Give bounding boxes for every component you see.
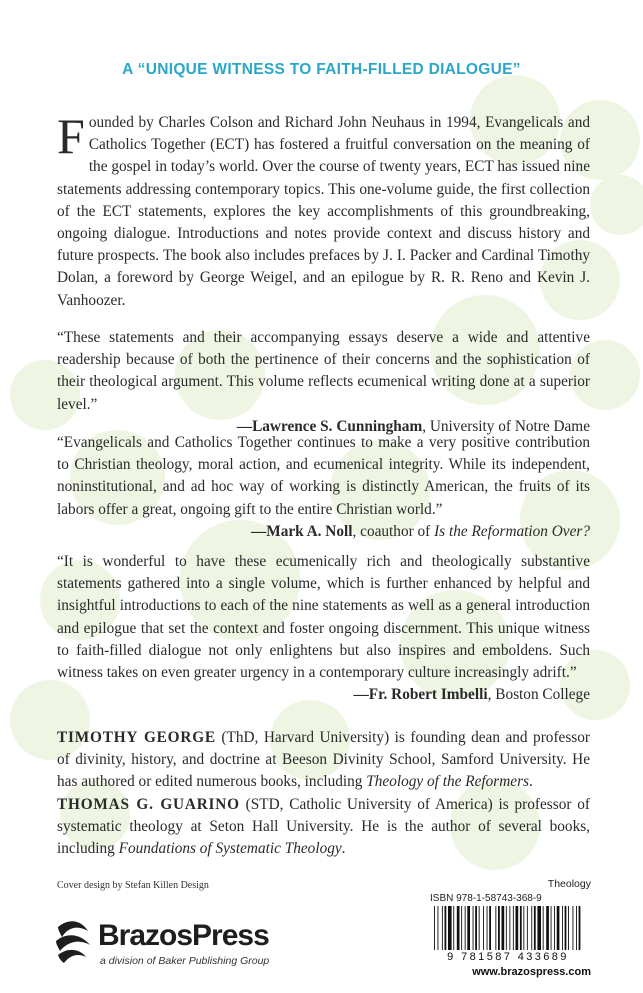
- barcode-bar: [479, 906, 480, 950]
- barcode-bar: [520, 906, 522, 950]
- barcode-bar: [537, 906, 541, 950]
- description-text: ounded by Charles Colson and Richard John Neuhaus in 1994, Evangelicals and Catholics Together (ECT) has fostered a fruitful conversation on the meaning of the gospel in today’s world. Over the course of twenty years, ECT has issued nine statements addressing contemporary topics. This one-volume guide, the first collection of the ECT statements, explores the key accomplishments of this groundbreaking, ongoing dialogue. Introductions and notes provide context and discuss history and future prospects. The book also includes prefaces by J. I. Packer and Cardinal Timothy Dolan, a foreword by George Weigel, and an epilogue by R. R. Reno and Kevin J. Vanhoozer.: [57, 114, 590, 309]
- endorsement-attribution: [57, 521, 590, 543]
- endorser-name: —Lawrence S. Cunningham: [236, 417, 423, 435]
- barcode-bar: [562, 906, 563, 950]
- endorsement: [57, 327, 590, 438]
- barcode-bar: [498, 906, 500, 950]
- barcode-bar: [557, 906, 560, 950]
- publisher-division: a division of Baker Publishing Group: [100, 955, 270, 967]
- barcode-bar: [457, 906, 460, 950]
- category-label: Theology: [547, 878, 591, 890]
- barcode-bar: [438, 906, 439, 950]
- barcode-bar: [543, 906, 544, 950]
- barcode-bar: [573, 906, 574, 950]
- barcode-bar: [513, 906, 514, 950]
- barcode-bar: [465, 906, 466, 950]
- endorsement-text: “Evangelicals and Catholics Together continues to make a very positive contribution to Christian theology, moral action, and ecumenical integrity. While its independent, noninstitutional, and ad hoc way of working is distinctly American, the fruits of its labors offer a great, ongoing gift to the entire Christian world.”: [57, 434, 590, 518]
- endorser-book-title: Is the Reformation Over?: [434, 522, 590, 540]
- barcode-bar: [445, 906, 447, 950]
- barcode-bar: [434, 906, 435, 950]
- endorser-affiliation: , Boston College: [487, 686, 590, 704]
- barcode-bar: [442, 906, 443, 950]
- barcode-bar: [483, 906, 484, 950]
- barcode-bar: [523, 906, 524, 950]
- author-bio-text: (ThD, Harvard University) is founding dean and professor of divinity, history, and doctrine at Beeson Divinity School, Samford University. He has authored or edited numerous books, including: [57, 729, 590, 791]
- publisher-logo: [52, 915, 272, 975]
- endorsement-text: “These statements and their accompanying essays deserve a wide and attentive readership because of both the pertinence of their concerns and the sophistication of their theological argument. This volume reflects ecumenical writing done at a superior level.”: [57, 329, 590, 413]
- publisher-name: BrazosPress: [98, 919, 269, 952]
- cover-credit: Cover design by Stefan Killen Design: [57, 880, 209, 891]
- endorser-affiliation: , University of Notre Dame: [422, 417, 590, 435]
- barcode-bar: [453, 906, 454, 950]
- barcode-bar: [546, 906, 549, 950]
- barcode-bar: [551, 906, 552, 950]
- barcode-bar: [568, 906, 569, 950]
- barcode-bars: [424, 906, 592, 952]
- barcode-bar: [495, 906, 496, 950]
- headline: A “UNIQUE WITNESS TO FAITH-FILLED DIALOGUE”: [122, 61, 521, 78]
- endorsement: [57, 432, 590, 543]
- barcode-bar: [527, 906, 528, 950]
- author-bios: [57, 727, 590, 860]
- barcode-bar: [448, 906, 452, 950]
- barcode-bar: [502, 906, 505, 950]
- author-bio: [57, 794, 590, 861]
- barcode-bar: [467, 906, 470, 950]
- barcode-bar: [554, 906, 555, 950]
- barcode-bar: [576, 906, 577, 950]
- barcode-bar: [565, 906, 567, 950]
- isbn: ISBN 978-1-58743-368-9: [430, 893, 542, 904]
- barcode-bar: [579, 906, 581, 950]
- endorser-affiliation: , coauthor of: [352, 522, 435, 540]
- author-book-title: Theology of the Reformers: [366, 773, 529, 791]
- barcode: [424, 906, 592, 968]
- author-book-title: Foundations of Systematic Theology: [118, 840, 342, 858]
- barcode-bar: [534, 906, 536, 950]
- endorsement: [57, 551, 590, 706]
- author-bio: [57, 727, 590, 794]
- brazos-wave-icon: [52, 917, 96, 969]
- drop-cap: F: [57, 108, 85, 164]
- author-name: TIMOTHY GEORGE: [57, 729, 216, 746]
- endorsement-text: “It is wonderful to have these ecumenically rich and theologically substantive statements gathered into a single volume, which is further enhanced by helpful and insightful introductions to each of the nine statements as well as a general introduction and epilogue that set the context and foster ongoing discernment. This unique witness to faith-filled dialogue not only enlightens but also inspires and emboldens. Such witness takes on even greater urgency in a contemporary culture increasingly adrift.”: [57, 553, 590, 682]
- barcode-bar: [487, 906, 488, 950]
- author-name: THOMAS G. GUARINO: [57, 795, 240, 813]
- barcode-bar: [475, 906, 477, 950]
- barcode-bar: [506, 906, 507, 950]
- barcode-digits: 9 781587 433689: [424, 951, 592, 963]
- endorsement-attribution: [57, 684, 590, 706]
- barcode-bar: [531, 906, 532, 950]
- book-description: [57, 108, 590, 312]
- endorser-name: —Mark A. Noll: [250, 522, 353, 540]
- endorser-name: —Fr. Robert Imbelli: [353, 686, 488, 704]
- author-bio-text: (STD, Catholic University of America) is professor of systematic theology at Seton Hall University. He is the author of several books, including: [57, 795, 590, 858]
- publisher-website: www.brazospress.com: [472, 966, 591, 978]
- barcode-bar: [509, 906, 510, 950]
- barcode-bar: [489, 906, 491, 950]
- bio-end: .: [341, 840, 346, 858]
- barcode-bar: [461, 906, 462, 950]
- barcode-bar: [473, 906, 474, 950]
- bio-end: .: [529, 773, 533, 791]
- barcode-bar: [516, 906, 519, 950]
